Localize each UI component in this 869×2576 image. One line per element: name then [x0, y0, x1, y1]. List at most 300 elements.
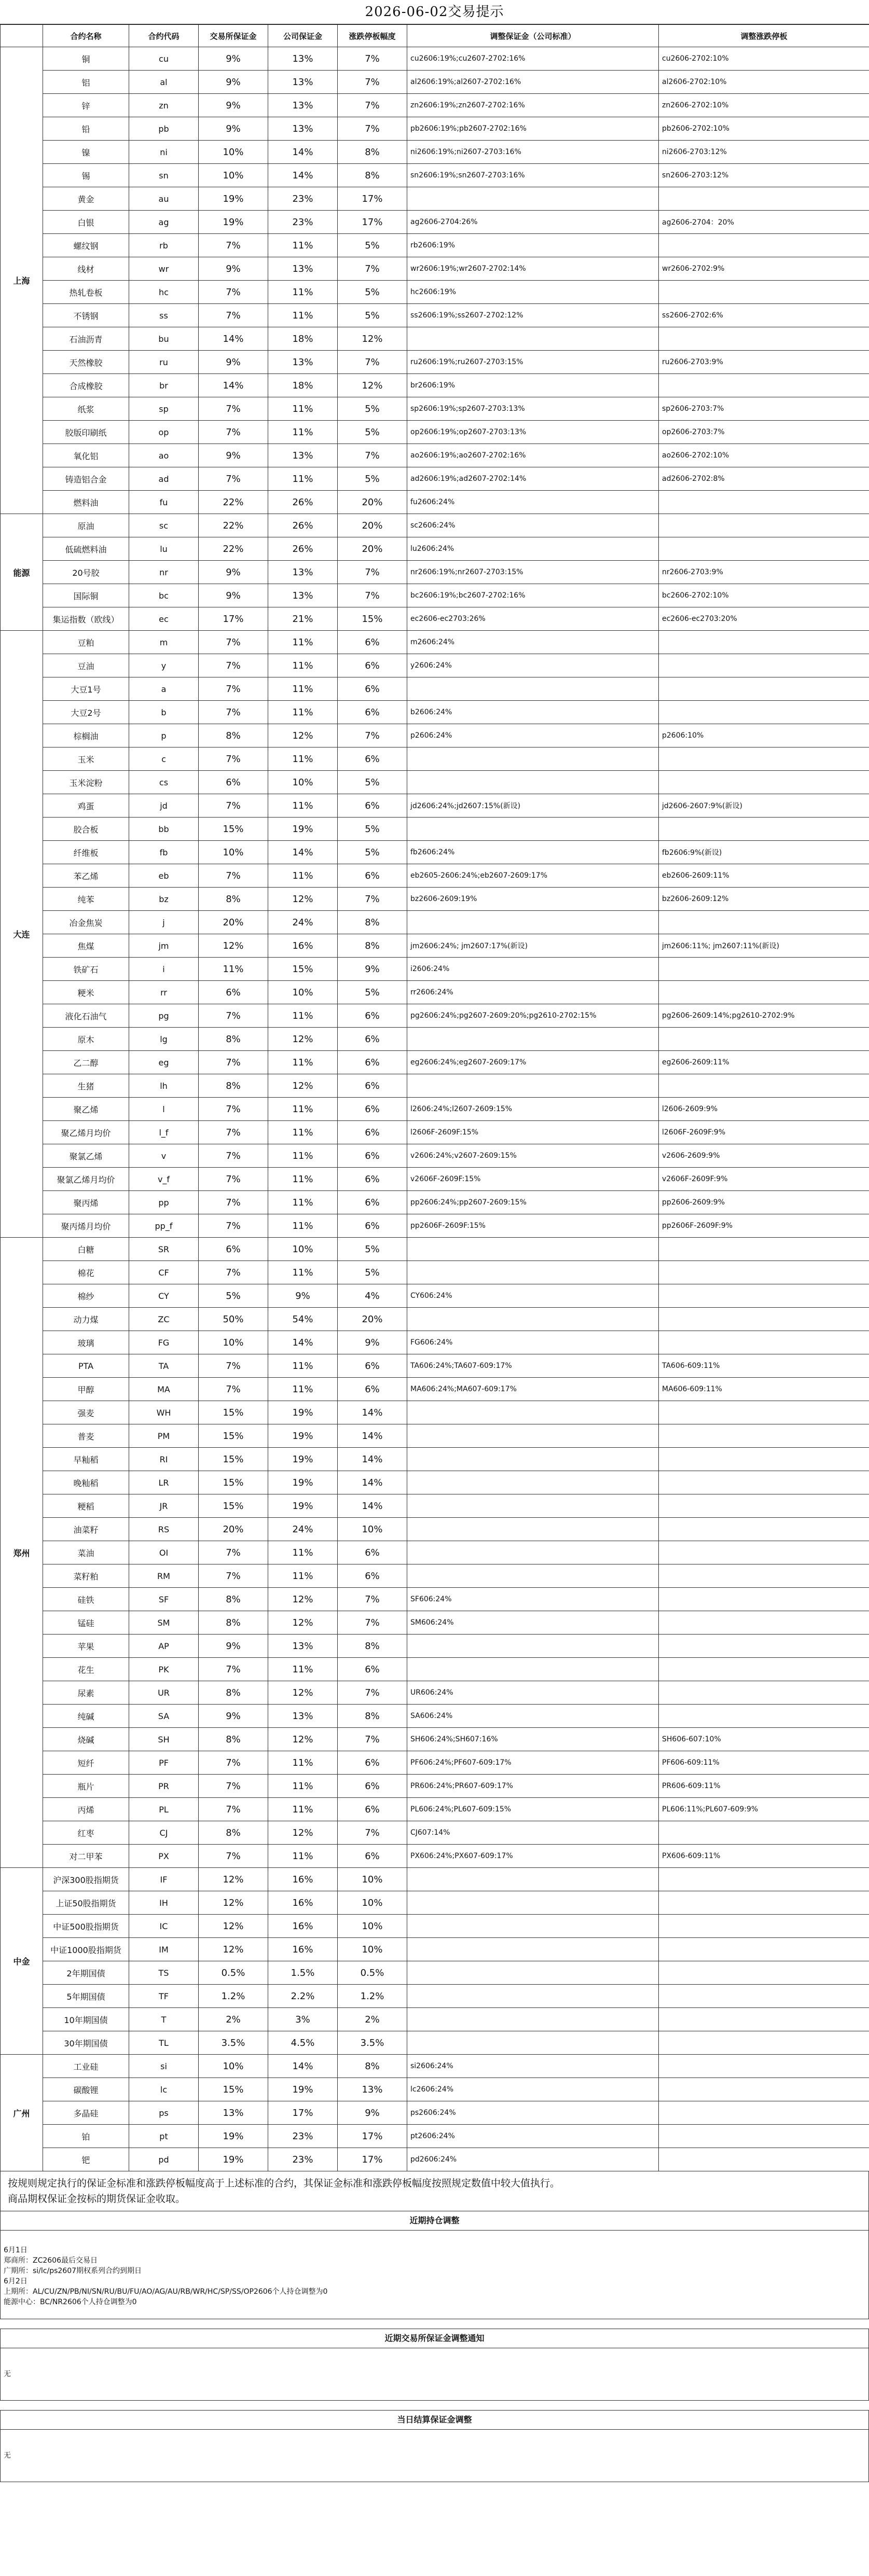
- adjusted-margin-cell: eg2606:24%;eg2607-2609:17%: [407, 1051, 659, 1074]
- contract-code-cell: SF: [129, 1588, 199, 1611]
- contract-code-cell: nr: [129, 561, 199, 584]
- contract-code-cell: IF: [129, 1868, 199, 1891]
- table-row: [1, 1961, 869, 1985]
- exchange-margin-cell: 7%: [199, 794, 268, 818]
- adjusted-limit-cell: [659, 1635, 869, 1658]
- price-limit-cell: 20%: [338, 1308, 407, 1331]
- contract-name-cell: 棉纱: [43, 1284, 129, 1308]
- contract-name-cell: 原木: [43, 1028, 129, 1051]
- adjusted-margin-cell: [407, 1494, 659, 1518]
- price-limit-cell: 14%: [338, 1448, 407, 1471]
- adjusted-limit-cell: [659, 1985, 869, 2008]
- section-title: 近期交易所保证金调整通知: [1, 2329, 868, 2348]
- contract-name-cell: 油菜籽: [43, 1518, 129, 1541]
- adjusted-limit-cell: [659, 1681, 869, 1705]
- company-margin-cell: 13%: [268, 257, 338, 281]
- company-margin-cell: 11%: [268, 1098, 338, 1121]
- company-margin-cell: 11%: [268, 1354, 338, 1378]
- exchange-margin-cell: 8%: [199, 1728, 268, 1751]
- adjusted-margin-cell: ao2606:19%;ao2607-2702:16%: [407, 444, 659, 467]
- adjusted-limit-cell: [659, 1238, 869, 1261]
- adjusted-limit-cell: v2606-2609:9%: [659, 1144, 869, 1168]
- company-margin-cell: 11%: [268, 677, 338, 701]
- contract-code-cell: PM: [129, 1424, 199, 1448]
- adjusted-limit-cell: pg2606-2609:14%;pg2610-2702:9%: [659, 1004, 869, 1028]
- exchange-margin-cell: 15%: [199, 1448, 268, 1471]
- adjusted-limit-cell: ao2606-2702:10%: [659, 444, 869, 467]
- contract-code-cell: PX: [129, 1845, 199, 1868]
- price-limit-cell: 6%: [338, 631, 407, 654]
- adjusted-limit-cell: [659, 1424, 869, 1448]
- company-margin-cell: 19%: [268, 2078, 338, 2101]
- company-margin-cell: 12%: [268, 1588, 338, 1611]
- contract-name-cell: 铸造铝合金: [43, 467, 129, 491]
- adjusted-margin-cell: nr2606:19%;nr2607-2703:15%: [407, 561, 659, 584]
- table-row: [1, 561, 869, 584]
- contract-code-cell: SR: [129, 1238, 199, 1261]
- contract-code-cell: hc: [129, 281, 199, 304]
- contract-name-cell: 大豆2号: [43, 701, 129, 724]
- company-margin-cell: 4.5%: [268, 2031, 338, 2055]
- contract-code-cell: c: [129, 747, 199, 771]
- contract-name-cell: 丙烯: [43, 1798, 129, 1821]
- exchange-margin-cell: 1.2%: [199, 1985, 268, 2008]
- exchange-margin-cell: 7%: [199, 1658, 268, 1681]
- adjusted-margin-cell: [407, 1471, 659, 1494]
- contract-code-cell: wr: [129, 257, 199, 281]
- contract-code-cell: IH: [129, 1891, 199, 1915]
- price-limit-cell: 14%: [338, 1401, 407, 1424]
- contract-name-cell: 菜油: [43, 1541, 129, 1564]
- exchange-margin-cell: 7%: [199, 304, 268, 327]
- adjusted-limit-cell: [659, 958, 869, 981]
- table-row: [1, 677, 869, 701]
- exchange-margin-cell: 9%: [199, 71, 268, 94]
- adjusted-limit-cell: [659, 2055, 869, 2078]
- contract-code-cell: bz: [129, 888, 199, 911]
- adjusted-margin-cell: [407, 911, 659, 934]
- contract-name-cell: 普麦: [43, 1424, 129, 1448]
- table-row: [1, 1424, 869, 1448]
- settlement-margin-section: [0, 2410, 869, 2482]
- company-margin-cell: 11%: [268, 1191, 338, 1214]
- company-margin-cell: 11%: [268, 304, 338, 327]
- adjusted-limit-cell: l2606F-2609F:9%: [659, 1121, 869, 1144]
- exchange-margin-cell: 8%: [199, 1074, 268, 1098]
- company-margin-cell: 3%: [268, 2008, 338, 2031]
- exchange-margin-cell: 6%: [199, 1238, 268, 1261]
- header-company-margin: 公司保证金: [268, 25, 338, 47]
- price-limit-cell: 6%: [338, 677, 407, 701]
- section-body: 无: [4, 2452, 11, 2460]
- company-margin-cell: 11%: [268, 654, 338, 677]
- price-limit-cell: 6%: [338, 1121, 407, 1144]
- contract-code-cell: RM: [129, 1564, 199, 1588]
- exchange-margin-cell: 7%: [199, 631, 268, 654]
- contract-name-cell: 鸡蛋: [43, 794, 129, 818]
- contract-name-cell: 国际铜: [43, 584, 129, 607]
- contract-name-cell: 生猪: [43, 1074, 129, 1098]
- company-margin-cell: 14%: [268, 2055, 338, 2078]
- company-margin-cell: 14%: [268, 141, 338, 164]
- company-margin-cell: 11%: [268, 1564, 338, 1588]
- contract-code-cell: ru: [129, 351, 199, 374]
- adjusted-limit-cell: [659, 631, 869, 654]
- contract-code-cell: SM: [129, 1611, 199, 1635]
- adjusted-margin-cell: ni2606:19%;ni2607-2703:16%: [407, 141, 659, 164]
- adjusted-margin-cell: sp2606:19%;sp2607-2703:13%: [407, 397, 659, 421]
- table-row: [1, 1121, 869, 1144]
- table-row: [1, 1985, 869, 2008]
- exchange-margin-cell: 9%: [199, 1705, 268, 1728]
- table-row: [1, 747, 869, 771]
- table-row: [1, 421, 869, 444]
- section-body: 无: [4, 2370, 11, 2378]
- company-margin-cell: 12%: [268, 888, 338, 911]
- price-limit-cell: 7%: [338, 257, 407, 281]
- adjusted-margin-cell: SA606:24%: [407, 1705, 659, 1728]
- adjusted-margin-cell: pp2606F-2609F:15%: [407, 1214, 659, 1238]
- exchange-margin-cell: 9%: [199, 584, 268, 607]
- company-margin-cell: 11%: [268, 701, 338, 724]
- price-limit-cell: 14%: [338, 1424, 407, 1448]
- adjusted-margin-cell: [407, 1658, 659, 1681]
- company-margin-cell: 16%: [268, 1891, 338, 1915]
- contract-name-cell: 中证500股指期货: [43, 1915, 129, 1938]
- exchange-name: 中金: [1, 1868, 43, 2055]
- exchange-margin-cell: 15%: [199, 1401, 268, 1424]
- company-margin-cell: 1.5%: [268, 1961, 338, 1985]
- table-row: [1, 654, 869, 677]
- adjusted-limit-cell: sp2606-2703:7%: [659, 397, 869, 421]
- table-header-row: [1, 25, 869, 47]
- adjusted-margin-cell: UR606:24%: [407, 1681, 659, 1705]
- table-row: [1, 444, 869, 467]
- exchange-margin-cell: 12%: [199, 934, 268, 958]
- company-margin-cell: 19%: [268, 1448, 338, 1471]
- contract-name-cell: 锡: [43, 164, 129, 187]
- table-row: [1, 257, 869, 281]
- exchange-margin-cell: 14%: [199, 374, 268, 397]
- adjusted-margin-cell: hc2606:19%: [407, 281, 659, 304]
- company-margin-cell: 11%: [268, 747, 338, 771]
- exchange-margin-cell: 7%: [199, 1051, 268, 1074]
- table-row: [1, 1354, 869, 1378]
- contract-code-cell: v_f: [129, 1168, 199, 1191]
- company-margin-cell: 14%: [268, 841, 338, 864]
- contract-name-cell: 胶版印刷纸: [43, 421, 129, 444]
- company-margin-cell: 2.2%: [268, 1985, 338, 2008]
- adjusted-limit-cell: [659, 1074, 869, 1098]
- price-limit-cell: 5%: [338, 771, 407, 794]
- table-row: [1, 958, 869, 981]
- contract-code-cell: pt: [129, 2125, 199, 2148]
- contract-code-cell: TA: [129, 1354, 199, 1378]
- adjusted-margin-cell: [407, 1891, 659, 1915]
- exchange-margin-cell: 7%: [199, 467, 268, 491]
- company-margin-cell: 10%: [268, 1238, 338, 1261]
- table-row: [1, 1214, 869, 1238]
- exchange-name: 能源: [1, 514, 43, 631]
- exchange-margin-cell: 20%: [199, 911, 268, 934]
- table-row: [1, 794, 869, 818]
- adjusted-margin-cell: SH606:24%;SH607:16%: [407, 1728, 659, 1751]
- adjusted-margin-cell: pt2606:24%: [407, 2125, 659, 2148]
- contract-code-cell: au: [129, 187, 199, 211]
- contract-code-cell: LR: [129, 1471, 199, 1494]
- contract-code-cell: PK: [129, 1658, 199, 1681]
- header-contract-code: 合约代码: [129, 25, 199, 47]
- price-limit-cell: 5%: [338, 1261, 407, 1284]
- exchange-margin-cell: 0.5%: [199, 1961, 268, 1985]
- contract-code-cell: WH: [129, 1401, 199, 1424]
- price-limit-cell: 10%: [338, 1518, 407, 1541]
- table-row: [1, 327, 869, 351]
- adjusted-limit-cell: pp2606-2609:9%: [659, 1191, 869, 1214]
- adjusted-limit-cell: ad2606-2702:8%: [659, 467, 869, 491]
- adjusted-margin-cell: v2606:24%;v2607-2609:15%: [407, 1144, 659, 1168]
- contract-name-cell: 早籼稻: [43, 1448, 129, 1471]
- adjusted-margin-cell: [407, 1985, 659, 2008]
- adjusted-limit-cell: nr2606-2703:9%: [659, 561, 869, 584]
- price-limit-cell: 8%: [338, 141, 407, 164]
- table-row: [1, 1611, 869, 1635]
- adjusted-limit-cell: [659, 701, 869, 724]
- exchange-margin-cell: 8%: [199, 1821, 268, 1845]
- contract-code-cell: pb: [129, 117, 199, 141]
- page-title: 2026-06-02交易提示: [0, 0, 869, 24]
- table-row: [1, 1098, 869, 1121]
- company-margin-cell: 11%: [268, 864, 338, 888]
- contract-code-cell: T: [129, 2008, 199, 2031]
- adjusted-margin-cell: [407, 327, 659, 351]
- exchange-margin-cell: 7%: [199, 864, 268, 888]
- exchange-margin-cell: 22%: [199, 537, 268, 561]
- table-row: [1, 1938, 869, 1961]
- adjusted-limit-cell: p2606:10%: [659, 724, 869, 747]
- contract-code-cell: sn: [129, 164, 199, 187]
- exchange-margin-cell: 10%: [199, 164, 268, 187]
- adjusted-margin-cell: [407, 1261, 659, 1284]
- adjusted-margin-cell: ss2606:19%;ss2607-2702:12%: [407, 304, 659, 327]
- contract-name-cell: 10年期国债: [43, 2008, 129, 2031]
- exchange-margin-cell: 2%: [199, 2008, 268, 2031]
- price-limit-cell: 6%: [338, 1144, 407, 1168]
- adjusted-margin-cell: eb2605-2606:24%;eb2607-2609:17%: [407, 864, 659, 888]
- exchange-margin-cell: 22%: [199, 514, 268, 537]
- adjusted-margin-cell: pd2606:24%: [407, 2148, 659, 2171]
- contract-code-cell: zn: [129, 94, 199, 117]
- contract-code-cell: y: [129, 654, 199, 677]
- contract-code-cell: rb: [129, 234, 199, 257]
- company-margin-cell: 11%: [268, 1658, 338, 1681]
- company-margin-cell: 12%: [268, 1681, 338, 1705]
- price-limit-cell: 5%: [338, 1238, 407, 1261]
- table-row: [1, 2055, 869, 2078]
- contract-code-cell: FG: [129, 1331, 199, 1354]
- adjusted-margin-cell: [407, 1868, 659, 1891]
- contract-code-cell: ad: [129, 467, 199, 491]
- contract-code-cell: cs: [129, 771, 199, 794]
- position-adjust-section: [0, 2211, 869, 2319]
- contract-name-cell: 天然橡胶: [43, 351, 129, 374]
- adjusted-limit-cell: TA606-609:11%: [659, 1354, 869, 1378]
- table-row: [1, 1051, 869, 1074]
- adjusted-limit-cell: [659, 911, 869, 934]
- table-row: [1, 304, 869, 327]
- contract-code-cell: CY: [129, 1284, 199, 1308]
- exchange-margin-cell: 7%: [199, 397, 268, 421]
- adjusted-limit-cell: [659, 1705, 869, 1728]
- adjusted-margin-cell: fb2606:24%: [407, 841, 659, 864]
- adjusted-limit-cell: zn2606-2702:10%: [659, 94, 869, 117]
- exchange-margin-cell: 9%: [199, 117, 268, 141]
- adjusted-margin-cell: [407, 1424, 659, 1448]
- adjusted-limit-cell: [659, 281, 869, 304]
- exchange-margin-cell: 8%: [199, 1588, 268, 1611]
- adjusted-margin-cell: wr2606:19%;wr2607-2702:14%: [407, 257, 659, 281]
- exchange-margin-cell: 15%: [199, 1494, 268, 1518]
- exchange-margin-cell: 7%: [199, 1751, 268, 1775]
- contract-name-cell: 乙二醇: [43, 1051, 129, 1074]
- contract-code-cell: sp: [129, 397, 199, 421]
- adjusted-margin-cell: pp2606:24%;pp2607-2609:15%: [407, 1191, 659, 1214]
- contract-name-cell: 红枣: [43, 1821, 129, 1845]
- price-limit-cell: 6%: [338, 1098, 407, 1121]
- table-row: [1, 1074, 869, 1098]
- section-line: 广期所：si/lc/ps2607期权系列合约到期日: [4, 2267, 142, 2275]
- price-limit-cell: 6%: [338, 1004, 407, 1028]
- company-margin-cell: 16%: [268, 934, 338, 958]
- price-limit-cell: 10%: [338, 1868, 407, 1891]
- exchange-margin-cell: 15%: [199, 818, 268, 841]
- price-limit-cell: 17%: [338, 2125, 407, 2148]
- contract-code-cell: jm: [129, 934, 199, 958]
- contract-code-cell: ps: [129, 2101, 199, 2125]
- adjusted-margin-cell: op2606:19%;op2607-2703:13%: [407, 421, 659, 444]
- footnote-line: 商品期权保证金按标的期货保证金收取。: [8, 2193, 186, 2205]
- adjusted-limit-cell: PR606-609:11%: [659, 1775, 869, 1798]
- company-margin-cell: 11%: [268, 421, 338, 444]
- adjusted-limit-cell: [659, 1868, 869, 1891]
- adjusted-margin-cell: ru2606:19%;ru2607-2703:15%: [407, 351, 659, 374]
- company-margin-cell: 23%: [268, 211, 338, 234]
- contract-name-cell: 尿素: [43, 1681, 129, 1705]
- adjusted-margin-cell: [407, 1448, 659, 1471]
- table-row: [1, 1541, 869, 1564]
- company-margin-cell: 23%: [268, 2148, 338, 2171]
- price-limit-cell: 6%: [338, 1798, 407, 1821]
- price-limit-cell: 6%: [338, 1074, 407, 1098]
- contract-name-cell: 烧碱: [43, 1728, 129, 1751]
- adjusted-limit-cell: ni2606-2703:12%: [659, 141, 869, 164]
- price-limit-cell: 9%: [338, 958, 407, 981]
- adjusted-limit-cell: [659, 1261, 869, 1284]
- adjusted-margin-cell: v2606F-2609F:15%: [407, 1168, 659, 1191]
- contract-code-cell: br: [129, 374, 199, 397]
- price-limit-cell: 7%: [338, 1681, 407, 1705]
- section-line: 6月2日: [4, 2277, 27, 2286]
- contract-name-cell: 沪深300股指期货: [43, 1868, 129, 1891]
- table-row: [1, 1378, 869, 1401]
- contract-code-cell: ag: [129, 211, 199, 234]
- table-row: [1, 1705, 869, 1728]
- exchange-margin-cell: 7%: [199, 1798, 268, 1821]
- contract-code-cell: b: [129, 701, 199, 724]
- contract-code-cell: lc: [129, 2078, 199, 2101]
- contract-name-cell: 原油: [43, 514, 129, 537]
- price-limit-cell: 7%: [338, 71, 407, 94]
- price-limit-cell: 6%: [338, 654, 407, 677]
- header-adjusted-margin: 调整保证金（公司标准）: [407, 25, 659, 47]
- company-margin-cell: 11%: [268, 1004, 338, 1028]
- contract-code-cell: eb: [129, 864, 199, 888]
- contract-code-cell: ni: [129, 141, 199, 164]
- table-row: [1, 47, 869, 71]
- contract-name-cell: 铜: [43, 47, 129, 71]
- adjusted-limit-cell: [659, 2101, 869, 2125]
- table-row: [1, 94, 869, 117]
- contract-name-cell: 瓶片: [43, 1775, 129, 1798]
- table-row: [1, 351, 869, 374]
- exchange-margin-cell: 8%: [199, 888, 268, 911]
- table-row: [1, 374, 869, 397]
- company-margin-cell: 13%: [268, 94, 338, 117]
- price-limit-cell: 7%: [338, 1611, 407, 1635]
- adjusted-margin-cell: pg2606:24%;pg2607-2609:20%;pg2610-2702:15%: [407, 1004, 659, 1028]
- exchange-margin-cell: 7%: [199, 677, 268, 701]
- company-margin-cell: 11%: [268, 467, 338, 491]
- adjusted-margin-cell: m2606:24%: [407, 631, 659, 654]
- table-row: [1, 911, 869, 934]
- exchange-margin-cell: 7%: [199, 1775, 268, 1798]
- company-margin-cell: 10%: [268, 981, 338, 1004]
- price-limit-cell: 8%: [338, 1635, 407, 1658]
- adjusted-margin-cell: CY606:24%: [407, 1284, 659, 1308]
- contract-name-cell: 棉花: [43, 1261, 129, 1284]
- contract-name-cell: 上证50股指期货: [43, 1891, 129, 1915]
- contract-code-cell: jd: [129, 794, 199, 818]
- table-row: [1, 2125, 869, 2148]
- contract-name-cell: 锌: [43, 94, 129, 117]
- exchange-margin-cell: 14%: [199, 327, 268, 351]
- price-limit-cell: 15%: [338, 607, 407, 631]
- contract-code-cell: SA: [129, 1705, 199, 1728]
- adjusted-limit-cell: sn2606-2703:12%: [659, 164, 869, 187]
- contract-code-cell: v: [129, 1144, 199, 1168]
- table-row: [1, 1915, 869, 1938]
- price-limit-cell: 7%: [338, 47, 407, 71]
- contract-name-cell: 动力煤: [43, 1308, 129, 1331]
- adjusted-margin-cell: [407, 677, 659, 701]
- table-row: [1, 1494, 869, 1518]
- contract-code-cell: PL: [129, 1798, 199, 1821]
- price-limit-cell: 6%: [338, 1028, 407, 1051]
- adjusted-limit-cell: [659, 2078, 869, 2101]
- adjusted-limit-cell: [659, 1961, 869, 1985]
- contract-code-cell: op: [129, 421, 199, 444]
- adjusted-margin-cell: bz2606-2609:19%: [407, 888, 659, 911]
- contract-code-cell: IM: [129, 1938, 199, 1961]
- exchange-margin-cell: 8%: [199, 724, 268, 747]
- price-limit-cell: 9%: [338, 2101, 407, 2125]
- contract-name-cell: 粳稻: [43, 1494, 129, 1518]
- contract-code-cell: SH: [129, 1728, 199, 1751]
- price-limit-cell: 5%: [338, 421, 407, 444]
- contract-name-cell: 粳米: [43, 981, 129, 1004]
- table-row: [1, 1261, 869, 1284]
- table-row: [1, 2031, 869, 2055]
